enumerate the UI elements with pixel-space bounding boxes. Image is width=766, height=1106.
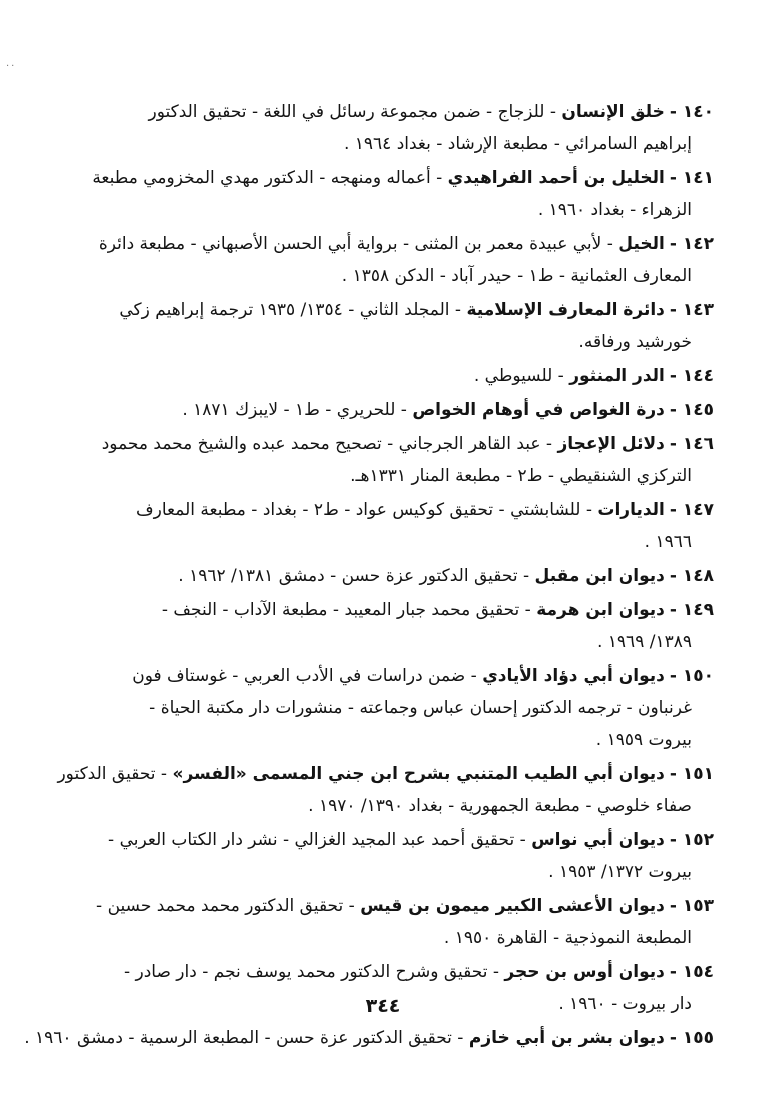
bibliography-entry (100, 560, 714, 592)
entry-continuation-line: صفاء خلوصي - مطبعة الجمهورية - بغداد ١٣٩٠/ ١٩٧٠ . (308, 796, 692, 816)
entry-first-line (100, 660, 714, 692)
entry-title: ديوان الأعشى الكبير ميمون بن قيس (360, 896, 665, 916)
entry-title: دائرة المعارف الإسلامية (466, 300, 665, 320)
entry-details: - تحقيق الدكتور محمد محمد حسين - (96, 896, 355, 916)
entry-details: - تحقيق وشرح الدكتور محمد يوسف نجم - دار صادر - (123, 962, 499, 982)
entry-number: ١٤٣ - (669, 300, 714, 320)
entry-continuation-line: إبراهيم السامرائي - مطبعة الإرشاد - بغداد ١٩٦٤ . (343, 134, 692, 154)
bibliography-entry (100, 228, 714, 292)
entry-title: درة الغواص في أوهام الخواص (412, 400, 665, 420)
bibliography-entry (100, 294, 714, 358)
entry-title: ديوان أبي دؤاد الأيادي (482, 666, 665, 686)
entry-details: - للشابشتي - تحقيق كوكيس عواد - ط٢ - بغداد - مطبعة المعارف (136, 500, 592, 520)
bibliography-entry (100, 594, 714, 658)
entry-details: - للحريري - ط١ - لايبزك ١٨٧١ . (182, 400, 407, 420)
bibliography-entry (24, 1022, 714, 1054)
entry-number: ١٤٥ - (669, 400, 714, 420)
entry-first-line (57, 758, 714, 790)
entry-title: ديوان ابن هرمة (536, 600, 665, 620)
entry-number: ١٤٢ - (669, 234, 714, 254)
page-number: ٣٤٤ (365, 995, 401, 1017)
entry-number: ١٥٢ - (669, 830, 714, 850)
bibliography-entry (100, 394, 714, 426)
entry-number: ١٤٩ - (669, 600, 714, 620)
entry-details: - لأبي عبيدة معمر بن المثنى - برواية أبي الحسن الأصبهاني - مطبعة دائرة (98, 234, 613, 254)
entry-first-line (100, 228, 714, 260)
entry-number: ١٥١ - (669, 764, 714, 784)
entry-number: ١٤٨ - (669, 566, 714, 586)
entry-title: الخيل (618, 234, 665, 254)
entry-details: - تحقيق الدكتور (57, 764, 168, 784)
entry-number: ١٥٠ - (669, 666, 714, 686)
entry-title: ديوان أبي نواس (531, 830, 665, 850)
entry-number: ١٤١ - (669, 168, 714, 188)
entry-first-line (100, 428, 714, 460)
entry-first-line (100, 360, 714, 392)
entry-title: الديارات (597, 500, 665, 520)
entry-title: ديوان أوس بن حجر (504, 962, 665, 982)
entry-number: ١٥٥ - (669, 1028, 714, 1048)
entry-first-line (100, 394, 714, 426)
entry-first-line (100, 956, 714, 988)
entry-continuation-line: التركزي الشنقيطي - ط٢ - مطبعة المنار ١٣٣١هـ. (350, 466, 692, 486)
entry-first-line (96, 890, 714, 922)
corner-mark: .. (6, 58, 17, 69)
entry-continuation-line: غرنباون - ترجمه الدكتور إحسان عباس وجماعته - منشورات دار مكتبة الحياة - (149, 698, 692, 718)
entry-first-line (100, 560, 714, 592)
entry-details: - أعماله ومنهجه - الدكتور مهدي المخزومي مطبعة (92, 168, 443, 188)
bibliography-entry (100, 360, 714, 392)
entry-continuation-line: المعارف العثمانية - ط١ - حيدر آباد - الدكن ١٣٥٨ . (341, 266, 692, 286)
bibliography-entry (92, 162, 714, 226)
entry-first-line (24, 1022, 714, 1054)
entry-title: دلائل الإعجاز (557, 434, 665, 454)
entry-details: - عبد القاهر الجرجاني - تصحيح محمد عبده والشيخ محمد محمود (101, 434, 553, 454)
entry-continuation-line: دار بيروت - ١٩٦٠ . (558, 994, 692, 1014)
entry-details: - تحقيق محمد جبار المعيبد - مطبعة الآداب - النجف - (161, 600, 531, 620)
entry-continuation-line: ١٣٨٩/ ١٩٦٩ . (596, 632, 692, 652)
entry-title: الدر المنثور (569, 366, 665, 386)
entry-continuation-line: الزهراء - بغداد ١٩٦٠ . (537, 200, 692, 220)
entry-number: ١٤٤ - (669, 366, 714, 386)
entry-number: ١٥٣ - (669, 896, 714, 916)
entry-details: - المجلد الثاني - ١٣٥٤/ ١٩٣٥ ترجمة إبراهيم زكي (119, 300, 462, 320)
bibliography-list (24, 96, 714, 1056)
bibliography-entry (100, 494, 714, 558)
entry-title: ديوان ابن مقبل (534, 566, 665, 586)
entry-continuation-line: المطبعة النموذجية - القاهرة ١٩٥٠ . (443, 928, 692, 948)
entry-number: ١٤٦ - (669, 434, 714, 454)
entry-continuation-line: بيروت ١٣٧٢/ ١٩٥٣ . (548, 862, 692, 882)
entry-continuation-line: ١٩٦٦ . (644, 532, 692, 552)
entry-title: الخليل بن أحمد الفراهيدي (447, 168, 665, 188)
bibliography-entry (100, 660, 714, 756)
entry-details: - للزجاج - ضمن مجموعة رسائل في اللغة - تحقيق الدكتور (148, 102, 556, 122)
entry-number: ١٤٧ - (669, 500, 714, 520)
bibliography-entry (100, 96, 714, 160)
entry-title: ديوان أبي الطيب المتنبي بشرح ابن جني المسمى «الفسر» (172, 764, 665, 784)
bibliography-entry (100, 428, 714, 492)
entry-details: - تحقيق أحمد عبد المجيد الغزالي - نشر دار الكتاب العربي - (108, 830, 526, 850)
bibliography-entry (96, 890, 714, 954)
entry-first-line (100, 96, 714, 128)
entry-first-line (100, 824, 714, 856)
entry-number: ١٤٠ - (669, 102, 714, 122)
entry-details: - للسيوطي . (473, 366, 564, 386)
entry-first-line (100, 294, 714, 326)
entry-continuation-line: بيروت ١٩٥٩ . (595, 730, 692, 750)
entry-first-line (100, 494, 714, 526)
entry-number: ١٥٤ - (669, 962, 714, 982)
bibliography-entry (57, 758, 714, 822)
entry-details: - تحقيق الدكتور عزة حسن - دمشق ١٣٨١/ ١٩٦٢ . (178, 566, 530, 586)
entry-details: - تحقيق الدكتور عزة حسن - المطبعة الرسمية - دمشق ١٩٦٠ . (24, 1028, 464, 1048)
entry-title: ديوان بشر بن أبي خازم (468, 1028, 665, 1048)
entry-continuation-line: خورشيد ورفاقه. (578, 332, 692, 352)
entry-details: - ضمن دراسات في الأدب العربي - غوستاف فون (132, 666, 477, 686)
entry-first-line (92, 162, 714, 194)
bibliography-entry (100, 824, 714, 888)
entry-first-line (100, 594, 714, 626)
entry-title: خلق الإنسان (561, 102, 665, 122)
